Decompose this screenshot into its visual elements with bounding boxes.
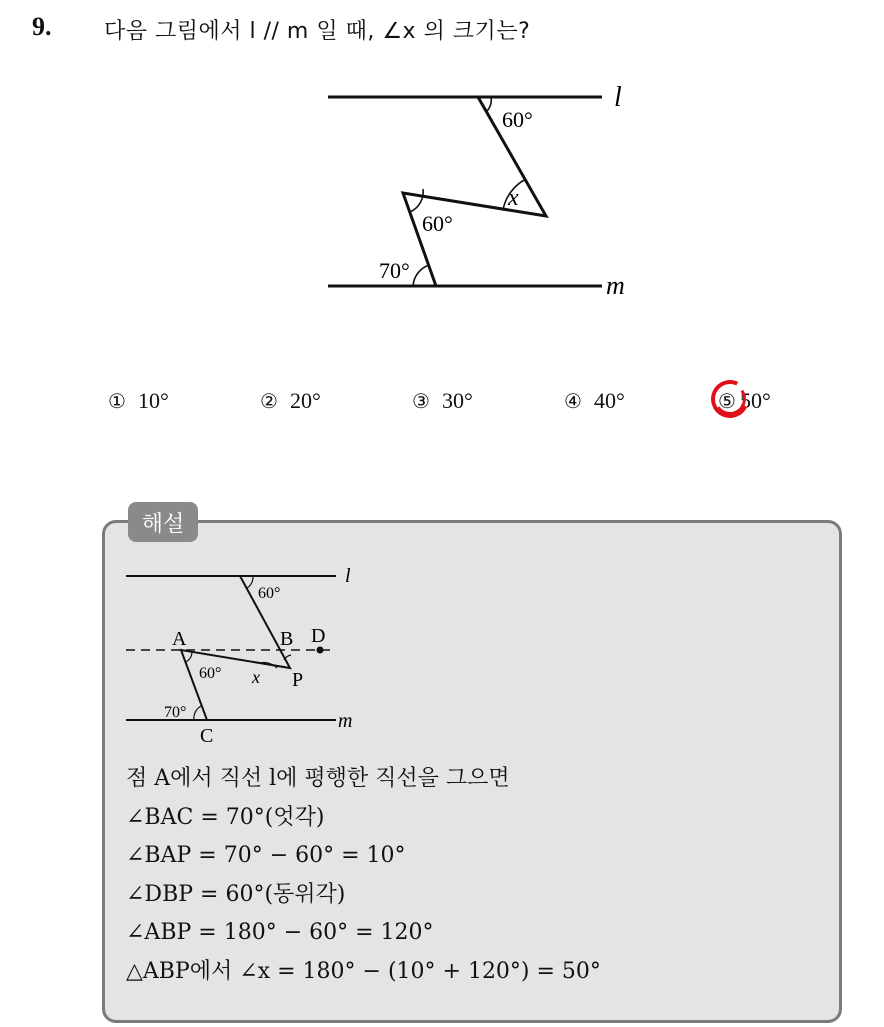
sol-point-d: D [311, 625, 326, 647]
sol-angle-x: x [252, 667, 260, 687]
angle-bottom-label: 70° [379, 258, 410, 283]
choice-3-label: 30° [441, 388, 473, 413]
solution-line-2: ∠BAC = 70°(엇각) [126, 804, 325, 830]
label-m: m [606, 271, 625, 300]
solution-text [126, 760, 601, 991]
question-text: 다음 그림에서 l // m 일 때, ∠x 의 크기는? [104, 19, 531, 44]
sol-point-d-dot [317, 647, 324, 654]
solution-line-1: 점 A에서 직선 l에 평행한 직선을 그으면 [126, 766, 510, 791]
sol-label-l: l [345, 565, 351, 587]
angle-top-label: 60° [502, 107, 533, 132]
choice-5-label: 50° [739, 388, 771, 413]
solution-line-3: ∠BAP = 70° − 60° = 10° [126, 843, 406, 868]
sol-angle-top: 60° [258, 585, 281, 602]
choice-2-label: 20° [289, 388, 321, 413]
choice-1-label: 10° [137, 388, 169, 413]
solution-tag: 해설 [128, 502, 198, 542]
question-number: 9. [32, 12, 52, 41]
sol-angle-bottom: 70° [164, 704, 187, 721]
label-l: l [614, 82, 622, 113]
sol-point-p: P [292, 669, 304, 691]
sol-point-b: B [280, 628, 294, 650]
angle-mid-label: 60° [422, 211, 453, 236]
choice-3-mark: ③ [412, 389, 430, 413]
sol-point-c: C [200, 725, 214, 747]
sol-point-a: A [172, 628, 187, 650]
angle-x-label: x [508, 185, 519, 211]
choice-2-mark: ② [260, 389, 278, 413]
sol-label-m: m [338, 710, 353, 732]
choice-4-label: 40° [593, 388, 625, 413]
choice-5-symbol: ⑤ [718, 389, 736, 413]
choice-1-mark: ① [108, 389, 126, 413]
solution-line-5: ∠ABP = 180° − 60° = 120° [126, 920, 434, 945]
choice-4-mark: ④ [564, 389, 582, 413]
solution-line-6: △ABP에서 ∠x = 180° − (10° + 120°) = 50° [126, 958, 601, 984]
sol-angle-mid: 60° [199, 665, 222, 682]
solution-line-4: ∠DBP = 60°(동위각) [126, 881, 346, 907]
